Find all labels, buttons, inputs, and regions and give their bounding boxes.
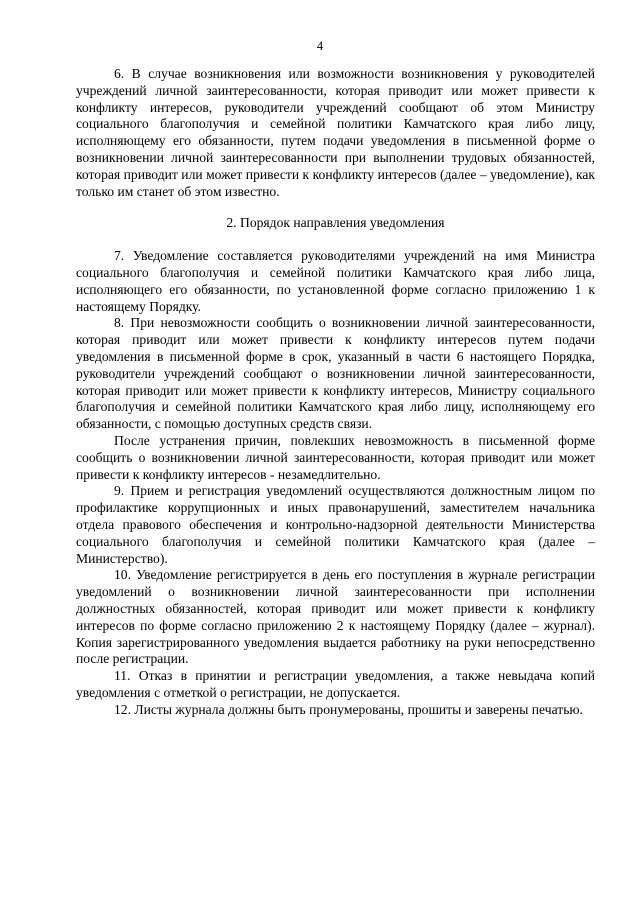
paragraph-6: 6. В случае возникновения или возможности возникновения у руководителей учреждений личной заинтересованности, которая приводит или может привести к конфликту интересов, руководители учреждений сообщают об этом Министру социального благополучия и семейной политики Камчатского края либо лицу, исполняющему его обязанности, путем подачи уведомления в письменной форме о возникновении личной заинтересованности при выполнении трудовых обязанностей, которая приводит или может привести к конфликту интересов (далее – уведомление), как только им станет об этом известно. [76,66,595,199]
paragraph-8: 8. При невозможности сообщить о возникновении личной заинтересованности, которая приводит или может привести к конфликту интересов путем подачи уведомления в письменной форме в срок, указанный в части 6 настоящего Порядка, руководители учреждений сообщают о возникновении личной заинтересованности, которая приводит или может привести к конфликту интересов, Министру социального благополучия и семейной политики Камчатского края либо лицу, исполняющему его обязанности, с помощью доступных средств связи. [76,315,595,432]
paragraph-12: 12. Листы журнала должны быть пронумерованы, прошиты и заверены печатью. [114,701,583,717]
paragraph-11: 11. Отказ в принятии и регистрации уведомления, а также невыдача копий уведомления с отметкой о регистрации, не допускается. [76,668,595,700]
document-body [76,66,595,718]
paragraph-9: 9. Прием и регистрация уведомлений осуществляются должностным лицом по профилактике коррупционных и иных правонарушений, заместителем начальника отдела правового обеспечения и контрольно-надзорной деятельности Министерства социального благополучия и семейной политики Камчатского края (далее – Министерство). [76,483,595,566]
paragraph-7: 7. Уведомление составляется руководителями учреждений на имя Министра социального благополучия и семейной политики Камчатского края либо лица, исполняющего его обязанности, по установленной форме согласно приложению 1 к настоящему Порядку. [76,248,595,314]
section-heading: 2. Порядок направления уведомления [226,215,445,231]
paragraph-10: 10. Уведомление регистрируется в день его поступления в журнале регистрации уведомлений о возникновении личной заинтересованности при исполнении должностных обязанностей, которая приводит или может привести к конфликту интересов по форме согласно приложению 2 к настоящему Порядку (далее – журнал). Копия зарегистрированного уведомления выдается работнику на руки непосредственно после регистрации. [76,567,595,667]
page-number: 4 [316,39,324,53]
paragraph-8-continuation: После устранения причин, повлекших невозможность в письменной форме сообщить о возникновении личной заинтересованности, которая приводит или может привести к конфликту интересов - незамедлительно. [76,432,595,482]
